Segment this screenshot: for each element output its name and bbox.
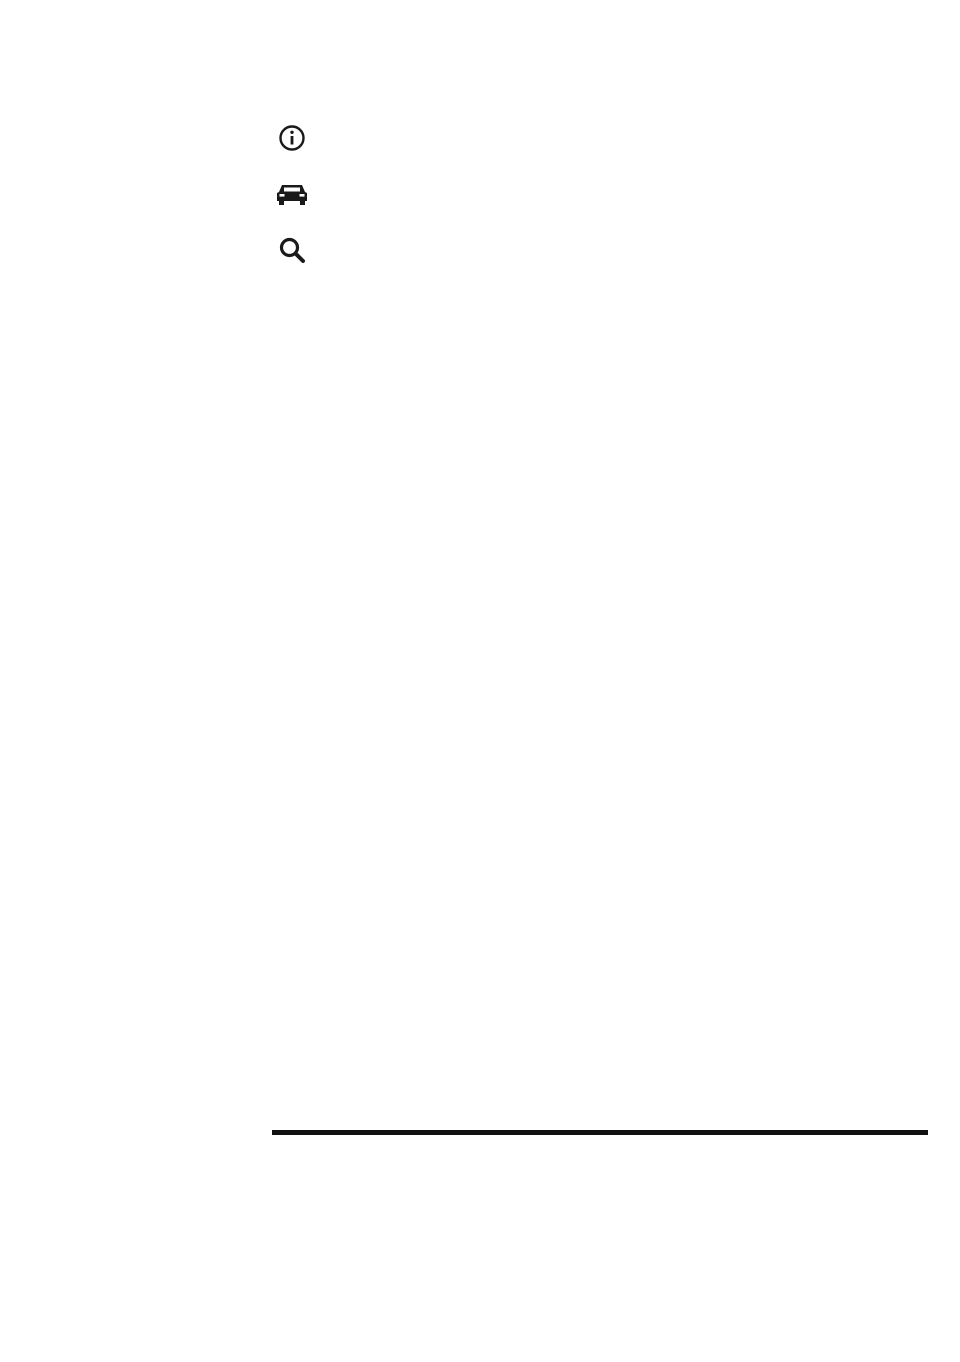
info-icon — [272, 118, 312, 158]
footer-divider — [272, 1130, 928, 1135]
section-heading-row — [272, 230, 928, 270]
table-of-contents — [272, 102, 928, 278]
section-heading-row — [272, 174, 928, 214]
section-referinte — [272, 230, 928, 270]
section-heading-row — [272, 118, 928, 158]
section-sfaturi — [272, 118, 928, 158]
section-mobilitate — [272, 174, 928, 214]
search-icon — [272, 230, 312, 270]
car-icon — [272, 174, 312, 214]
